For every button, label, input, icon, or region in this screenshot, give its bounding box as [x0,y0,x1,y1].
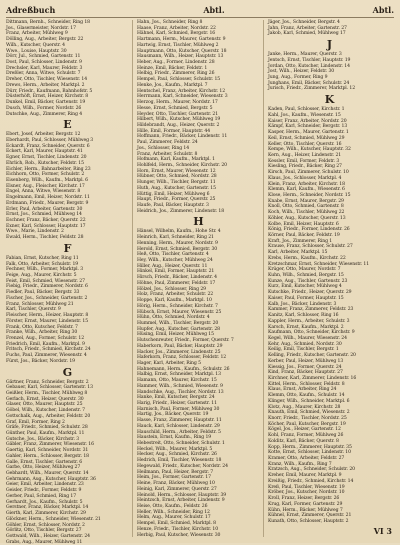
directory-entry: Heber, Aug., Former, Lindenstr. 28 [137,60,215,66]
directory-entry: Helm, Aug., Maurer, Schulstr. 17 [137,515,211,521]
directory-entry: Heise, Otto, Kaufm., Feldstr. 26 [137,503,208,509]
directory-entry: Harig, Friedr., Heizer, Gartenstr. 11 [137,401,217,406]
directory-entry: Wwe., Marie, Lindenstr. 2 [6,229,64,235]
directory-entry: Kunath, Otto, Schlosser, Hauptstr. 2 [268,518,349,524]
directory-entry: Kaufmann, Otto, Schneider, Kirchstr. 9 [268,330,355,336]
directory-entry: Krüger, Otto, Maurer, Nordstr. 7 [268,267,341,273]
directory-entry: Fuchs, Paul, Zimmerer, Wiesenstr. 4 [6,353,87,359]
directory-entry: Keil, Ernst, Schmied, Mühlweg 29 [268,135,345,141]
directory-entry: Jung, Aug., Former, Ring 9 [268,75,328,81]
directory-entry: Krause, Franz, Schlosser, Schulstr. 27 [268,244,353,250]
directory-entry: Karl, Tischler, Querstr. 9 [6,307,61,313]
directory-entry: Kittel, Herm., Schlosser, Feldstr. 8 [268,381,345,387]
directory-entry: Kalb, Jos., Bäcker, Lindenstr. 3 [268,301,337,307]
directory-entry: Galle, Ernst, Tischler, Gartenstr. 6 [6,459,83,465]
directory-entry: Friedrich, Emil, Kaufm., Marktpl. 9 [6,341,85,347]
directory-entry: Hoppe, Karl, Kaufm., Marktpl. 10 [137,298,212,304]
directory-entry: Kopp, Herm., Zimmerer, Hauptstr. 35 [268,444,352,450]
directory-entry: Fürst, Jos., Bäcker, Nordstr. 19 [6,358,75,364]
directory-entry: Hörig, Herm., Schneider, Kirchstr. 7 [137,303,218,309]
directory-entry: Garbe, Otto, Heizer, Mühlweg 27 [6,465,81,471]
directory-entry: Ernst, Jos., Schmied, Mühlweg 14 [6,212,82,218]
directory-entry: Kehr, Aug., Schmied, Nordstr. 30 [268,341,342,347]
directory-entry: Klotz, Aug., Maurer, Kirchstr. 28 [268,404,341,410]
directory-entry: Herold, Ernst, Schmied, Bergstr. 30 [137,246,218,252]
directory-entry: Köcher, Paul, Kutscher, Bergstr. 19 [268,421,346,427]
directory-entry: Haberkorn, Paul, Bäcker, Hauptstr. 29 [137,343,223,349]
directory-entry: Kohl, Franz, Former, Mühlweg 26 [268,433,344,439]
directory-entry: Hildebrandt, Aug., Heizer, Querstr. 2 [137,122,220,128]
directory-entry: Hecker, Aug., Schmied, Kirchstr. 26 [137,452,217,458]
directory-entry: Feige, Aug., Maurer, Kirchstr. 5 [6,273,77,279]
section-letter: H [193,215,204,229]
directory-entry: Geisler, Friedr., Former, Feldstr. 9 [6,488,82,494]
directory-entry: Kind, Franz, Bäcker, Hauptstr. 27 [268,370,343,376]
directory-entry: Heine, Franz, Bäcker, Mühlweg 10 [137,481,215,487]
directory-entry: Herbig, Paul, Kutscher, Wiesenstr. 30 [137,532,221,538]
directory-entry: Heller, Wilh., Schneider, Ring 12 [137,509,210,515]
directory-entry: Jos., Schlosser, Ring 14 [137,145,190,151]
directory-entry: Kreißig, Friedr., Schmied, Kirchstr. 14 [268,478,354,484]
directory-entry: Hegewald, Friedr., Kutscher, Nordstr. 24 [137,463,228,469]
directory-entry: Kegel, Wilh., Maurer, Wiesenstr. 24 [268,335,347,341]
directory-entry: Hedrich, Emil, Tischler, Wiesenstr. 18 [137,458,222,464]
directory-entry: Frenzel, Aug., Former, Schulstr. 12 [6,335,85,341]
directory-entry: Kasper, Herm., Maurer, Gartenstr. 1 [268,130,349,136]
directory-entry: Knoll, Otto, Schmied, Gartenstr. 8 [268,204,344,210]
directory-entry: Feist, Emil, Schmied, Wiesenstr. 27 [6,278,85,284]
directory-entry: Haustein, Ernst, Kaufm., Ring 19 [137,435,212,441]
directory-entry: Hilbert, Wilh., Kutscher, Mühlweg 19 [137,117,221,123]
directory-entry: Koch, Wilh., Tischler, Mühlweg 22 [268,210,345,216]
directory-entry: Geier, Emil, Arbeiter, Lindenstr. 23 [6,482,84,488]
directory-entry: Hempel, Emil, Schmied, Marktpl. 8 [137,521,217,527]
directory-entry: Düsterhöft, Ernst, Heizer, Kirchstr. 8 [6,94,89,100]
directory-entry: Holz, Franz, Arbeiter, Schulstr. 22 [137,292,214,298]
directory-entry: Frank, Otto, Kutscher, Feldstr. 7 [6,324,78,330]
directory-entry: Harnisch, Paul, Former, Mühlweg 30 [137,406,220,412]
directory-entry: Gerstner, Franz, Bäcker, Marktpl. 14 [6,505,89,511]
directory-entry: Kühn, Herm., Bäcker, Mühlweg 7 [268,507,343,513]
directory-entry: Hunger, Wilh., Tischler, Bergstr. 11 [137,180,216,186]
directory-entry: Hähnel, Karl, Schmied, Bergstr. 16 [137,31,216,37]
directory-entry: Hamann, Otto, Maurer, Kirchstr. 15 [137,378,217,384]
directory-entry: Hölzel, Jos., Schlosser, Ring 29 [137,286,207,292]
directory-entry: Drechsler, Karl, Maurer, Feldstr. 3 [6,65,83,71]
directory-entry: Geißler, Herm., Tischler, Mühlweg 8 [6,390,88,396]
directory-entry: Kratzsch, Aug., Schneider, Schulstr. 20 [268,467,356,473]
directory-entry: Gebhardt, Wilh., Maurer, Querstr. 14 [6,471,89,477]
directory-entry: Heim, Jos., Former, Gartenstr. 17 [137,475,211,481]
directory-entry: Günther, Paul, Kaufm., Marktpl. 11 [6,431,85,436]
directory-entry: König, Friedr., Former, Lindenstr. 26 [268,227,350,233]
directory-entry: Heinrich, Karl, Schneider, Ring 21 [137,235,214,241]
directory-entry: Jurisch, Friedr., Zimmerer, Marktpl. 12 [268,86,356,92]
directory-entry: Göbel, Wilh., Kutscher, Lindenstr. 7 [6,408,85,414]
directory-entry: Gerber, Paul, Schmied, Ring 17 [6,493,77,499]
directory-entry: Klaus, Ernst, Arbeiter, Ring 24 [268,387,337,393]
directory-entry: Knorr, Friedr., Tischler, Nordstr. 25 [268,416,347,421]
directory-entry: Kirchner, Karl, Zimmerer, Lindenstr. 16 [268,375,357,381]
header-center: Abtl. [203,5,225,15]
header-left: Adreßbuch [6,5,56,15]
directory-entry: Gutsche, Jos., Bäcker, Kirchstr. 3 [6,436,80,442]
directory-entry: Haferkorn, Franz, Schlosser, Feldstr. 12 [137,355,227,361]
directory-entry: Gierth, Karl, Zimmerer, Kirchstr. 29 [6,511,86,517]
directory-entry: Hauschild, Herm., Arbeiter, Feldstr. 5 [137,429,221,435]
directory-entry: Knabe, Ernst, Maurer, Bergstr. 29 [268,198,344,204]
directory-entry: Hauptmann, Otto, Kutscher, Querstr. 18 [137,48,227,54]
directory-entry: Hasse, Franz, Zimmerer, Hauptstr. 11 [137,418,222,424]
directory-entry: Heilmann, Paul, Heizer, Bergstr. 7 [137,469,214,475]
page-mark: VI 3 [373,526,392,536]
directory-entry: Fischer, Jos., Schneider, Gartenstr. 2 [6,295,88,301]
directory-entry: Heinig, Karl, Zimmerer, Querstr. 27 [137,486,217,492]
directory-entry: Gaertig, Karl, Schneider, Nordstr. 31 [6,448,89,454]
directory-entry: Kaden, Paul, Schlosser, Kirchstr. 1 [268,107,345,113]
directory-entry: Hempel, Paul, Schlosser, Schulstr. 15 [137,77,221,83]
directory-entry: Dittmann, Bernh., Schneider, Ring 18 [6,20,90,25]
directory-entry: Fiedler, Paul, Bäcker, Bergstr. 33 [6,290,80,296]
directory-entry: Hartwig, Ernst, Tischler, Mühlweg 2 [137,42,219,48]
directory-entry: Hartig, Jos., Bäcker, Querstr. 19 [137,412,209,418]
directory-entry: Kotte, Ernst, Schlosser, Lindenstr. 10 [268,450,351,456]
directory-entry: Paul, Zimmerer, Feldstr. 24 [137,140,198,146]
directory-entry: Dutschke, Aug., Zimmerer, Ring 4 [6,111,83,117]
directory-entry: Kraft, Jos., Zimmerer, Ring 1 [268,238,333,244]
directory-entry: Hühn, Otto, Schmied, Nordstr. 4 [137,315,210,321]
directory-entry: Elsner, Aug., Fleischer, Kirchstr. 17 [6,183,85,189]
directory-entry: Hohlfeld, Herm., Schneider, Kirchstr. 20 [137,162,227,168]
directory-entry: Jos., Glasermeister, Nordstr. 17 [6,25,76,31]
directory-entry: Hacker, Jos., Zimmerer, Lindenstr. 25 [137,349,221,355]
directory-entry: Hoffmann, Friedr., Bäcker, Lindenstr. 11 [137,134,228,140]
directory-entry: Kempe, Wilh., Kutscher, Hauptstr. 32 [268,147,351,153]
directory-entry: Krebs, Herm., Kaufm., Kirchstr. 22 [268,255,346,261]
directory-entry: Engelmann, Emil, Heizer, Nordstr. 11 [6,195,90,201]
directory-entry: Haase, Franz, Arbeiter, Nordstr. 22 [137,25,216,31]
directory-column-1 [6,20,133,545]
directory-entry: Ehrlich, Rob., Kutscher, Feldstr. 15 [6,160,84,166]
directory-entry: Exner, Karl, Schlosser, Hauptstr. 17 [6,223,86,229]
directory-entry: Höhne, Paul, Zimmerer, Feldstr. 17 [137,280,216,286]
directory-entry: Jentsch, Ernst, Tischler, Hauptstr. 19 [268,57,351,63]
directory-entry: Köhler, Aug., Kutscher, Querstr. 13 [268,215,346,221]
directory-entry: Förster, Ernst, Maurer, Lindenstr. 15 [6,318,89,324]
directory-column-3 [268,20,394,537]
directory-entry: Gottschalk, Aug., Arbeiter, Feldstr. 20 [6,413,91,419]
directory-entry: Eberhardt, Paul, Schlosser, Mühlweg 3 [6,137,94,143]
directory-entry: Falk, Otto, Arbeiter, Schulstr. 19 [6,261,79,267]
directory-entry: Eichhorn, Otto, Former, Schulstr. 2 [6,172,85,178]
directory-entry: Fleischer, Herm., Heizer, Hauptstr. 8 [6,313,89,319]
section-letter: K [324,93,335,107]
directory-entry: Kahl, Jos., Kaufm., Wiesenstr. 15 [268,112,341,118]
directory-entry: Erdmann, Friedr., Maurer, Bergstr. 9 [6,200,89,206]
directory-entry: Egner, Ernst, Tischler, Lindenstr. 20 [6,155,87,161]
directory-entry: Jordan, Otto, Kutscher, Lindenstr. 14 [268,63,350,69]
directory-entry: Klinger, Wilh., Schneider, Marktpl. 6 [268,398,350,404]
directory-entry: Hausmann, Wilh., Heizer, Hauptstr. 13 [137,54,224,60]
directory-entry: Helbig, Friedr., Zimmerer, Ring 26 [137,71,215,77]
directory-entry: Dölling, Aug., Arbeiter, Bergstr. 22 [6,37,84,43]
directory-entry: Eckardt, Franz, Schneider, Querstr. 6 [6,143,90,149]
directory-entry: Dost, Paul, Schlosser, Lindenstr. 9 [6,60,82,66]
directory-entry: Heinze, Emil, Bäcker, Feldstr. 1 [137,65,208,71]
directory-entry: Kanitz, Karl, Schlosser, Ring 16 [268,313,339,319]
directory-entry: Franz, Schlosser, Mühlweg 21 [6,301,74,307]
directory-entry: Kaiser, Paul, Former, Hauptstr. 15 [268,295,344,301]
directory-entry: Henke, Jos., Kaufm., Marktpl. 7 [137,82,208,88]
directory-entry: Hey, Wilh., Kutscher, Mühlweg 24 [137,258,213,264]
directory-entry: Kurz, Emil, Kutscher, Mühlweg 4 [268,284,342,290]
directory-entry: Heckel, Wilh., Maurer, Marktpl. 5 [137,446,213,452]
directory-entry: Körner, Paul, Bäcker, Feldstr. 19 [268,233,340,238]
directory-entry: Keilig, Emil, Tischler, Bergstr. 1 [268,347,339,353]
directory-entry: Kramer, Otto, Arbeiter, Feldstr. 27 [268,456,345,462]
directory-entry: Karl, Arbeiter, Marktpl. 15 [268,250,328,256]
directory-entry: Gottwald, Wilh., Heizer, Gartenstr. 24 [6,533,90,539]
directory-entry: Klaus, Jos., Schlosser, Marktpl. 4 [268,175,342,181]
directory-entry: Gebauer, Karl, Schlosser, Gartenstr. 13 [6,385,93,391]
directory-entry: Hübner, Otto, Schmied, Nordstr. 28 [137,174,217,180]
directory-entry: Keller, Otto, Tischler, Querstr. 16 [268,141,342,147]
directory-entry: Wwe., Louise, Hauptstr. 30 [6,48,67,54]
directory-entry: Hinkel, Emil, Former, Hauptstr. 21 [137,269,215,275]
directory-entry: Hüsing, Emil, Heizer, Mühlweg 15 [137,332,214,338]
directory-entry: Hahnemann, Herm., Kaufm., Schulstr. 26 [137,366,230,372]
directory-entry: Hesse, Ernst, Schmied, Bergstr. 5 [137,105,213,111]
directory-entry: Klein, Franz, Arbeiter, Kirchstr. 18 [268,181,345,187]
directory-entry: Kämpf, Karl, Schneider, Bergstr. 13 [268,124,348,130]
directory-entry: Knauth, Emil, Schmied, Wiesenstr. 2 [268,410,350,416]
directory-entry: Kappler, Herm., Arbeiter, Schulstr. 3 [268,318,350,324]
directory-entry: Hahn, Jos., Schneider, Ring 8 [137,20,203,25]
directory-entry: Kretzschmar, Ernst, Schneider, Wiesenstr. 11 [268,261,370,267]
directory-entry: Kiessig, Jos., Former, Querstr. 24 [268,364,342,370]
directory-entry: Hartmann, Herm., Maurer, Gartenstr. 9 [137,37,226,43]
directory-entry: Hüttig, Emil, Heizer, Mühlweg 6 [137,191,210,197]
directory-entry: Hupfer, Aug., Kutscher, Gartenstr. 28 [137,326,220,332]
directory-entry: Hofmann, Karl, Kaufm., Marktpl. 1 [137,157,215,163]
directory-entry: Ebert, Josef, Arbeiter, Bergstr. 12 [6,132,81,138]
directory-entry: Klemm, Otto, Kaufm., Schulstr. 14 [268,393,345,399]
directory-entry: Franz, Arbeiter, Schulstr. 8 [137,151,198,157]
directory-entry: Hanke, Emil, Kutscher, Bergstr. 24 [137,395,215,401]
directory-entry: Kunze, Aug., Tischler, Gartenstr. 23 [268,278,348,284]
directory-entry: Hummel, Wilh., Tischler, Bergstr. 20 [137,320,219,326]
directory-entry: Kern, Aug., Heizer, Lindenstr. 21 [268,152,342,158]
directory-entry: Horn, Ernst, Maurer, Wiesenstr. 12 [137,168,216,174]
directory-entry: Kreher, Emil, Maurer, Marktpl. 9 [268,473,342,479]
directory-entry: Henning, Herm., Maurer, Nordstr. 9 [137,240,218,246]
directory-entry: Grabs, Aug., Maurer, Mühlweg 11 [6,539,83,545]
directory-entry: Eisenberg, Wilh., Kaufm., Marktpl. 6 [6,177,88,183]
directory-entry: Hammer, Wilh., Schmied, Wiesenstr. 9 [137,383,223,389]
directory-entry: Kühnel, Ernst, Zimmerer, Querstr. 21 [268,513,352,519]
directory-entry: Haufe, Paul, Bäcker, Hauptstr. 3 [137,203,209,208]
directory-entry: Herzog, Herm., Maurer, Nordstr. 17 [137,100,218,106]
directory-entry: Kranz, Wilh., Kaufm., Ring 7 [268,461,332,467]
directory-entry: Heyder, Otto, Tischler, Gartenstr. 21 [137,111,219,117]
directory-entry: Klemm, Karl, Kaufm., Wiesenstr. 6 [268,187,345,193]
page-header [6,3,394,18]
directory-entry: Gerhardt, Jos., Kaufm., Schulstr. 5 [6,499,83,505]
directory-entry: Heintzsch, Ernst, Arbeiter, Lindenstr. 9 [137,498,225,504]
directory-entry: Kaiser, Franz, Arbeiter, Nordstr. 20 [268,118,347,124]
directory-entry: Klose, Herm., Schneider, Nordstr. 15 [268,192,351,198]
directory-entry: Glöckner, Herm., Schneider, Wiesenstr. 21 [6,516,101,522]
directory-entry: Göhler, Ernst, Schlosser, Nordstr. 2 [6,522,85,528]
directory-entry: Hiller, Aug., Heizer, Querstr. 11 [137,263,208,269]
directory-entry: Wilh., Kutscher, Querstr. 4 [6,42,65,48]
header-right: Abtl. [372,5,394,15]
directory-entry: Kögel, Jos., Heizer, Gartenstr. 12 [268,427,341,433]
directory-entry: Jäger, Jos., Schneider, Bergstr. 4 [268,20,340,25]
directory-entry: Dreßler, Anna, Witwe, Schulstr. 7 [6,71,81,77]
directory-entry: Görlitz, Otto, Tischler, Bergstr. 27 [6,528,82,534]
directory-entry: Dunkel, Emil, Bäcker, Gartenstr. 19 [6,100,86,106]
directory-entry: Kiesling, Friedr., Bäcker, Ring 27 [268,164,342,170]
directory-entry: Janke, Herm., Maurer, Querstr. 3 [268,52,342,58]
directory-entry: Hauck, Karl, Schlosser, Lindenstr. 29 [137,423,220,429]
directory-entry: Jahn, Franz, Arbeiter, Gartenstr. 27 [268,25,347,31]
directory-entry: Kammer, Franz, Zimmerer, Feldstr. 23 [268,307,354,313]
directory-entry: Dusch, Wilh., Former, Nordstr. 26 [6,105,82,111]
directory-entry: Kutschke, Friedr., Heizer, Querstr. 29 [268,290,352,296]
directory-entry: Hübsch, Ernst, Maurer, Wiesenstr. 25 [137,309,222,315]
directory-entry: Huth, Aug., Kutscher, Gartenstr. 15 [137,185,216,191]
directory-entry: Henze, Friedr., Tischler, Kirchstr. 10 [137,526,219,532]
directory-entry: Heß, Otto, Tischler, Gartenstr. 4 [137,252,209,258]
directory-entry: Gräfe, Friedr., Schmied, Schulstr. 28 [6,425,88,431]
directory-entry: Hutschenreuter, Friedr., Former, Querstr. 7 [137,338,234,344]
directory-entry: Hänsel, Wilhelm, Kaufm., Hohe Str. 4 [137,229,221,235]
directory-entry: Handschke, Aug., Tischler, Nordstr. 13 [137,389,224,395]
directory-entry: Fritsch, Friedr., Schmied, Kirchstr. 24 [6,347,91,353]
directory-entry: Kelling, Friedr., Kutscher, Gartenstr. 20 [268,353,356,359]
directory-entry: Fabian, Ernst, Kutscher, Ring 11 [6,255,79,261]
directory-entry: Kuhn, Wilh., Schmied, Bergstr. 15 [268,273,344,279]
directory-entry: Fechner, Wilh., Former, Marktpl. 3 [6,267,84,273]
directory-entry: Kerber, Paul, Heizer, Mühlweg 13 [268,358,344,364]
directory-entry: Franke, Wilh., Arbeiter, Ring 30 [6,330,78,336]
directory-entry: Eschner, Franz, Bäcker, Querstr. 22 [6,218,86,223]
directory-entry: Dürr, Friedr., Kaufmann, Bahnhofstr. 5 [6,88,93,94]
section-letter: E [63,118,72,132]
directory-entry: Gehrmann, Aug., Kutscher, Hauptstr. 36 [6,476,96,482]
directory-entry: Gäbler, Franz, Zimmerer, Wiesenstr. 16 [6,442,94,448]
directory-entry: Gerlach, Ernst, Heizer, Querstr. 30 [6,396,84,402]
section-letter: G [62,365,73,379]
directory-entry: Gahler, Herm., Schlosser, Bergstr. 18 [6,453,89,459]
directory-entry: Kessler, Emil, Former, Feldstr. 3 [268,158,340,164]
directory-entry: Kroll, Franz, Heizer, Bergstr. 26 [268,496,340,502]
directory-entry: Dörr, Jul., Schmied, Gartenstr. 11 [6,54,81,60]
directory-entry: Eichler, Herm., Bahnarbeiter, Ring 23 [6,166,91,172]
directory-column-2 [137,20,264,537]
directory-entry: Krug, Karl, Former, Gartenstr. 29 [268,501,343,507]
directory-entry: Hentschel, Franz, Arbeiter, Kirchstr. 12 [137,88,226,94]
directory-entry: Kirsch, Paul, Zimmerer, Schulstr. 10 [268,170,349,176]
directory-entry: Halbig, Ernst, Schneider, Marktpl. 13 [137,372,221,378]
directory-entry: Dreher, Otto, Tischler, Wiesenstr. 14 [6,77,88,83]
directory-entry: Drews, Herm., Arbeiter, Marktpl. 2 [6,82,85,88]
directory-entry: Hebestreit, Otto, Schneider, Schulstr. 1 [137,441,225,447]
directory-entry: Graf, Emil, Former, Ring 2 [6,419,65,425]
directory-entry: Kreß, Paul, Tischler, Wiesenstr. 19 [268,484,345,490]
directory-entry: Eckert, Karl, Maurer, Hauptstr. 41 [6,149,83,155]
directory-entry: Gärtner, Franz, Schneider, Bergstr. 2 [6,379,89,385]
directory-entry: Hager, Karl, Arbeiter, Ring 5 [137,360,201,366]
section-letter: J [326,38,333,52]
directory-entry: Herrmann, Karl, Schneider, Wiesenstr. 3 [137,94,228,100]
directory-columns [6,20,394,545]
directory-entry: Hirsch, Friedr., Bäcker, Lindenstr. 4 [137,275,217,281]
directory-entry: Glaser, Otto, Maurer, Hauptstr. 25 [6,402,83,408]
directory-entry: Heinold, Herm., Schlosser, Hauptstr. 39 [137,492,227,498]
directory-entry: Kolditz, Karl, Bäcker, Querstr. 8 [268,438,339,444]
directory-entry: Haupt, Friedr., Former, Querstr. 25 [137,197,216,203]
directory-entry: Engel, Anna, Witwe, Wiesenstr. 8 [6,189,81,195]
directory-entry: Kolbe, Emil, Heizer, Hauptstr. 6 [268,221,339,227]
directory-entry: Kröber, Jos., Kutscher, Nordstr. 10 [268,490,345,496]
directory-entry: Junghans, Emil, Bäcker, Schulstr. 24 [268,80,350,86]
directory-entry: Franz, Arbeiter, Mühlweg 9 [6,31,68,37]
directory-entry: Heidrich, Jos., Zimmerer, Lindenstr. 18 [137,208,225,214]
section-letter: F [63,241,72,255]
directory-entry: Karsch, Ernst, Kaufm., Marktpl. 2 [268,324,344,330]
directory-entry: Ewald, Herm., Tischler, Feldstr. 28 [6,235,84,241]
directory-entry: Jakob, Karl, Schmied, Mühlweg 17 [268,31,346,37]
directory-entry: Fiebig, Friedr., Zimmerer, Nordstr. 6 [6,284,88,290]
directory-entry: Jost, Wilh., Heizer, Feldstr. 30 [268,69,335,75]
directory-entry: Hille, Emil, Former, Hauptstr. 44 [137,128,211,134]
directory-entry: Erler, Paul, Arbeiter, Gartenstr. 30 [6,206,83,212]
